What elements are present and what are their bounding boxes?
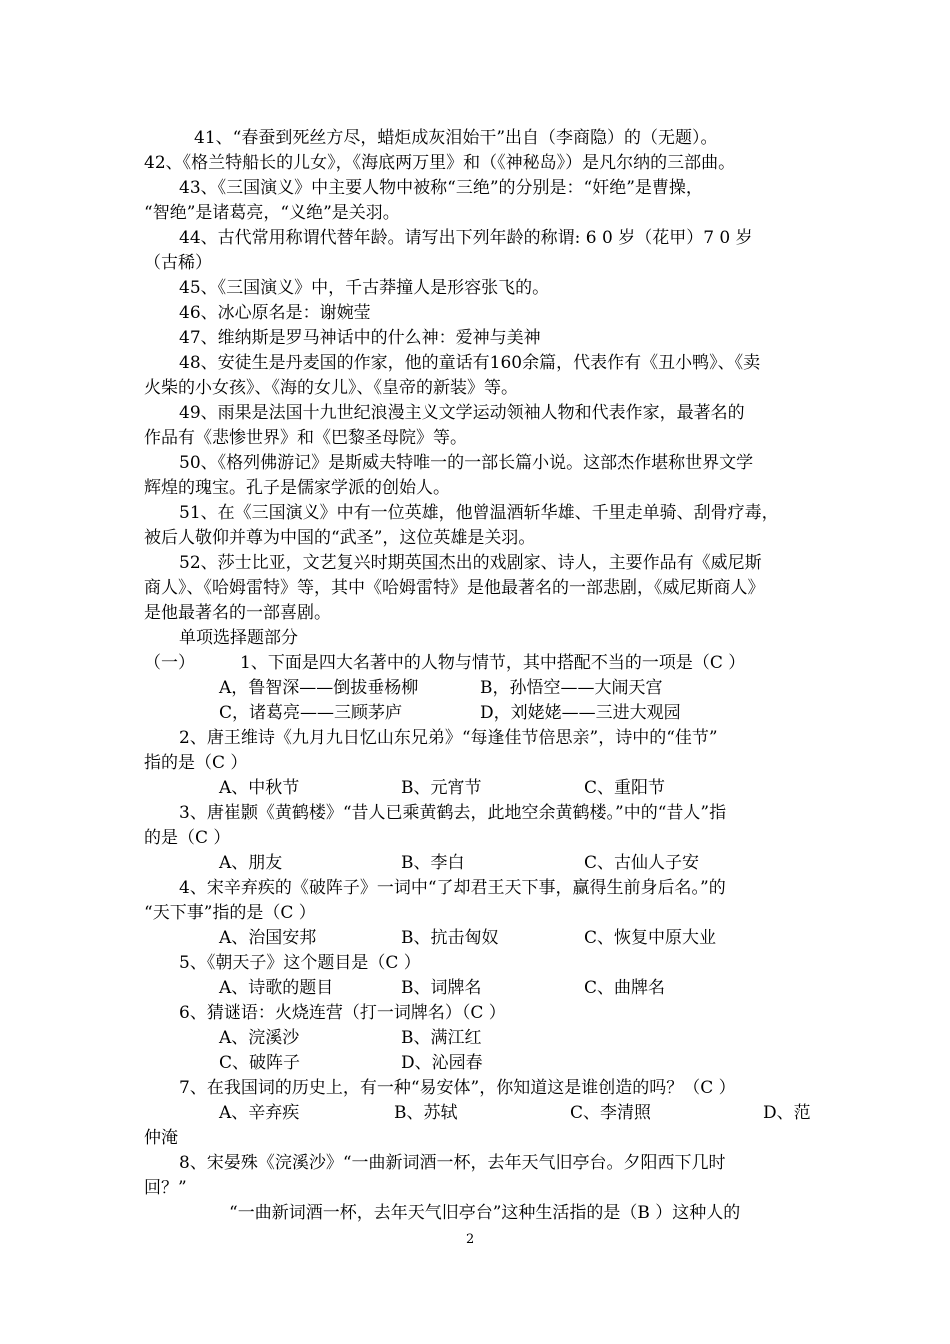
mc-q5-option-b: B、词牌名: [401, 978, 482, 998]
item-49-line1: 49、雨果是法国十九世纪浪漫主义文学运动领袖人物和代表作家，最著名的: [179, 403, 745, 423]
mc-q4-stem-line2: “天下事”指的是（C ）: [144, 903, 316, 923]
mc-q8-stem-line2: 回？”: [144, 1178, 187, 1198]
mc-q3-option-b: B、李白: [401, 853, 465, 873]
item-42: 42、《格兰特船长的儿女》，《海底两万里》和（《神秘岛》）是凡尔纳的三部曲。: [144, 153, 736, 173]
item-52-line3: 是他最著名的一部喜剧。: [144, 603, 331, 623]
mc-q1-option-c: C，诸葛亮——三顾茅庐: [219, 703, 403, 723]
mc-q7-option-b: B、苏轼: [394, 1103, 458, 1123]
mc-q4-stem-line1: 4、宋辛弃疾的《破阵子》一词中“了却君王天下事，赢得生前身后名。”的: [179, 878, 726, 898]
mc-q5-option-c: C、曲牌名: [584, 978, 666, 998]
mc-q7-stem: 7、在我国词的历史上，有一种“易安体”，你知道这是谁创造的吗？（C ）: [179, 1078, 736, 1098]
mc-q6-option-d: D、沁园春: [401, 1053, 483, 1073]
mc-q1-stem: 1、下面是四大名著中的人物与情节，其中搭配不当的一项是（C ）: [240, 653, 746, 673]
mc-q8-stem-line1: 8、宋晏殊《浣溪沙》“一曲新词酒一杯，去年天气旧亭台。夕阳西下几时: [179, 1153, 726, 1173]
item-44-line1: 44、古代常用称谓代替年龄。请写出下列年龄的称谓: 6 0 岁（花甲）7 0 岁: [179, 228, 753, 248]
item-52-line1: 52、莎士比亚，文艺复兴时期英国杰出的戏剧家、诗人，主要作品有《威尼斯: [179, 553, 762, 573]
mc-q4-option-b: B、抗击匈奴: [401, 928, 499, 948]
mc-q1-option-d: D，刘姥姥——三进大观园: [480, 703, 681, 723]
item-45: 45、《三国演义》中，千古莽撞人是形容张飞的。: [179, 278, 550, 298]
mc-q5-option-a: A、诗歌的题目: [219, 978, 334, 998]
mc-q3-stem-line2: 的是（C ）: [144, 828, 231, 848]
section-title: 单项选择题部分: [179, 628, 298, 648]
item-48-line2: 火柴的小女孩》、《海的女儿》、《皇帝的新装》等。: [144, 378, 518, 398]
item-46: 46、冰心原名是：谢婉莹: [179, 303, 371, 323]
mc-q7-option-d: D、范: [763, 1103, 811, 1123]
mc-q2-option-c: C、重阳节: [584, 778, 666, 798]
item-44-line2: （古稀）: [144, 253, 212, 273]
item-48-line1: 48、安徒生是丹麦国的作家，他的童话有160余篇，代表作有《丑小鸭》、《卖: [179, 353, 761, 373]
item-50-line1: 50、《格列佛游记》是斯威夫特唯一的一部长篇小说。这部杰作堪称世界文学: [179, 453, 754, 473]
mc-q4-option-a: A、治国安邦: [219, 928, 317, 948]
mc-q7-option-c: C、李清照: [570, 1103, 652, 1123]
mc-q8-stem-line3: “一曲新词酒一杯，去年天气旧亭台”这种生活指的是（B ）这种人的: [229, 1203, 741, 1223]
group-label: （一）: [144, 653, 195, 673]
item-50-line2: 辉煌的瑰宝。孔子是儒家学派的创始人。: [144, 478, 450, 498]
mc-q3-stem-line1: 3、唐崔颢《黄鹤楼》“昔人已乘黄鹤去，此地空余黄鹤楼。”中的“昔人”指: [179, 803, 727, 823]
mc-q2-option-b: B、元宵节: [401, 778, 482, 798]
item-47: 47、维纳斯是罗马神话中的什么神：爱神与美神: [179, 328, 541, 348]
item-43-line1: 43、《三国演义》中主要人物中被称“三绝”的分别是：“奸绝”是曹操，: [179, 178, 703, 198]
mc-q1-option-a: A，鲁智深——倒拔垂杨柳: [219, 678, 419, 698]
mc-q7-option-d-wrap: 仲淹: [144, 1128, 178, 1148]
mc-q5-stem: 5、《朝天子》这个题目是（C ）: [179, 953, 421, 973]
item-51-line1: 51、在《三国演义》中有一位英雄，他曾温酒斩华雄、千里走单骑、刮骨疗毒，: [179, 503, 779, 523]
mc-q2-stem-line2: 指的是（C ）: [144, 753, 248, 773]
item-43-line2: “智绝”是诸葛亮，“义绝”是关羽。: [144, 203, 400, 223]
mc-q7-option-a: A、辛弃疾: [219, 1103, 300, 1123]
item-51-line2: 被后人敬仰并尊为中国的“武圣”，这位英雄是关羽。: [144, 528, 536, 548]
item-52-line2: 商人》、《哈姆雷特》等，其中《哈姆雷特》是他最著名的一部悲剧，《威尼斯商人》: [144, 578, 765, 598]
mc-q2-option-a: A、中秋节: [219, 778, 300, 798]
mc-q6-option-a: A、浣溪沙: [219, 1028, 300, 1048]
mc-q1-option-b: B，孙悟空——大闹天宫: [480, 678, 663, 698]
mc-q2-stem-line1: 2、唐王维诗《九月九日忆山东兄弟》“每逢佳节倍思亲”，诗中的“佳节”: [179, 728, 718, 748]
mc-q6-option-c: C、破阵子: [219, 1053, 301, 1073]
mc-q6-option-b: B、满江红: [401, 1028, 482, 1048]
page-number: 2: [466, 1232, 475, 1247]
mc-q3-option-a: A、朋友: [219, 853, 283, 873]
mc-q3-option-c: C、古仙人子安: [584, 853, 700, 873]
item-49-line2: 作品有《悲惨世界》和《巴黎圣母院》等。: [144, 428, 467, 448]
mc-q4-option-c: C、恢复中原大业: [584, 928, 717, 948]
mc-q6-stem: 6、猜谜语：火烧连营（打一词牌名）（C ）: [179, 1003, 506, 1023]
item-41: 41、“春蚕到死丝方尽，蜡炬成灰泪始干”出自（李商隐）的（无题）。: [194, 128, 718, 148]
